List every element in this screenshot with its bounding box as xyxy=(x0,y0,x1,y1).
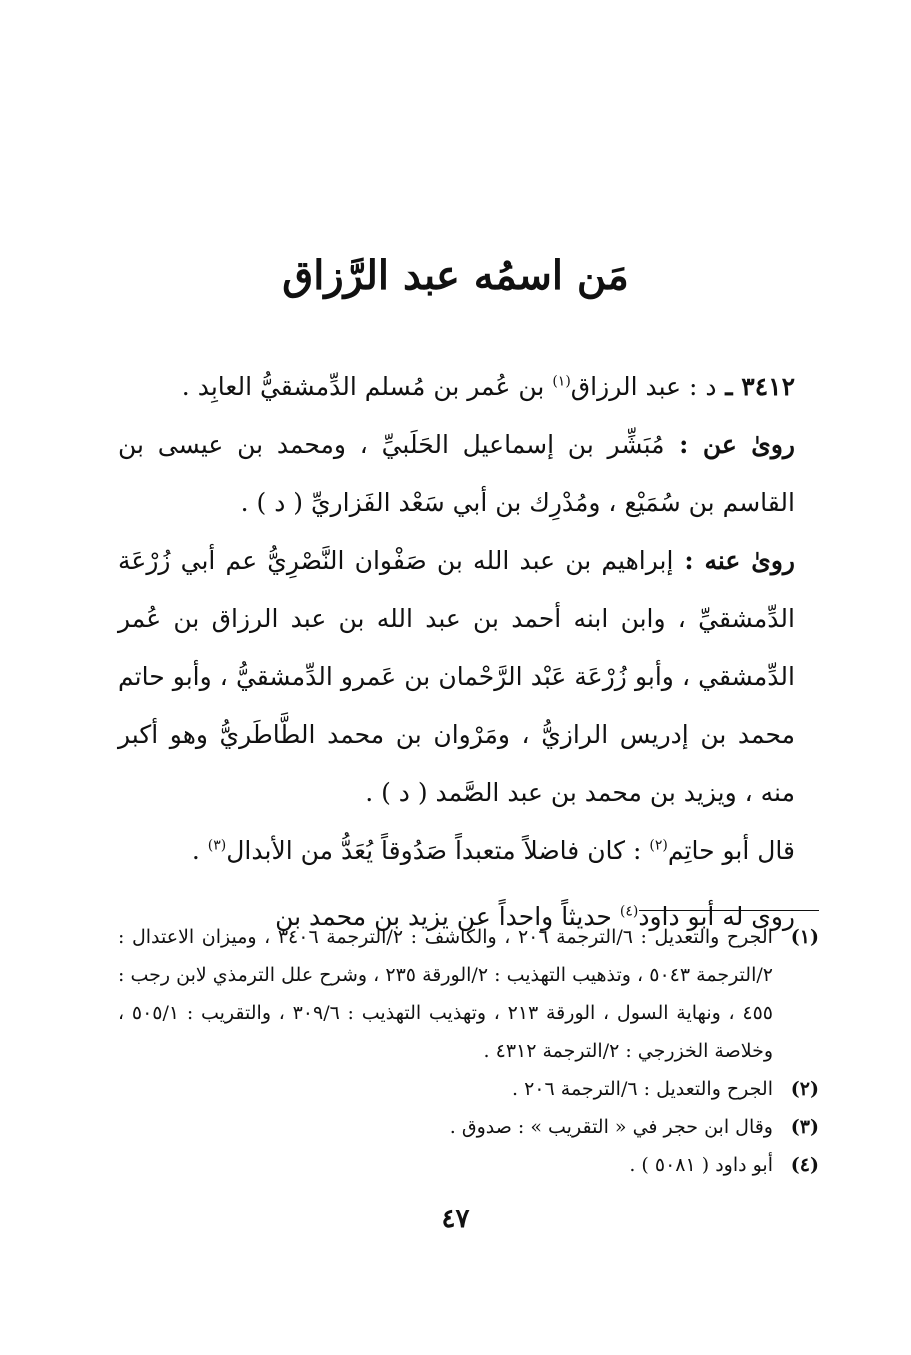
narrated-from-paragraph xyxy=(118,416,795,532)
footnote-ref-2: (٢) xyxy=(649,837,668,854)
entry-heading-line xyxy=(118,358,795,416)
abu-hatim-quote xyxy=(118,822,795,880)
entry-body xyxy=(118,358,795,946)
footnote-ref-3: (٣) xyxy=(207,837,227,854)
quote-part2: : كان فاضلاً متعبداً صَدُوقاً يُعَدُّ من الأبدال xyxy=(226,836,650,865)
entry-dash: ـ xyxy=(716,372,742,401)
narration-part2: حديثاً واحداً عن يزيد بن محمد بن xyxy=(275,902,620,931)
footnote-ref-4: (٤) xyxy=(619,903,639,920)
footnote-ref-1: (١) xyxy=(552,373,571,390)
footnote-text: أبو داود ( ٥٠٨١ ) . xyxy=(629,1154,773,1176)
footnote-number: (١) xyxy=(790,926,819,948)
footnote-number: (٤) xyxy=(790,1154,819,1176)
narrated-by-label: روىٰ عنه : xyxy=(673,546,795,575)
footnote-number: (٢) xyxy=(790,1078,819,1100)
entry-symbol: د xyxy=(705,372,717,401)
narration-part1: روى له أبو داود xyxy=(638,902,795,931)
footnote-2 xyxy=(118,1070,819,1108)
narrated-by-text: إبراهيم بن عبد الله بن صَفْوان النَّصْرِيُّ عم أبي زُرْعَة الدِّمشقيِّ ، وابن ابنه أحمد بن عبد الله بن عبد الرزاق بن عُمر الدِّمشقي ، وأبو زُرْعَة عَبْد الرَّحْمان بن عَمرو الدِّمشقيُّ ، وأبو حاتم محمد بن إدريس الرازيُّ ، ومَرْوان بن محمد الطَّاطَريُّ وهو أكبر منه ، ويزيد بن محمد بن عبد الصَّمد ( د ) . xyxy=(118,546,795,807)
footnote-divider xyxy=(639,910,819,911)
footnote-1 xyxy=(118,918,819,1070)
entry-name-part1: : عبد الرزاق xyxy=(570,372,706,401)
footnote-3 xyxy=(118,1108,819,1146)
footnotes-section xyxy=(118,918,819,1184)
quote-part1: قال أبو حاتِم xyxy=(667,836,795,865)
footnote-text: الجرح والتعديل : ٦/الترجمة ٢٠٦ ، والكاشف : ٢/الترجمة ٣٤٠٦ ، وميزان الاعتدال : ٢/الترجمة ٥٠٤٣ ، وتذهيب التهذيب : ٢/الورقة ٢٣٥ ، وشرح علل الترمذي لابن رجب : ٤٥٥ ، ونهاية السول ، الورقة ٢١٣ ، وتهذيب التهذيب : ٣٠٩/٦ ، والتقريب : ٥٠٥/١ ، وخلاصة الخزرجي : ٢/الترجمة ٤٣١٢ . xyxy=(118,926,773,1062)
footnote-4 xyxy=(118,1146,819,1184)
footnote-number: (٣) xyxy=(790,1116,819,1138)
page-number: ٤٧ xyxy=(441,1204,470,1234)
entry-name-part2: بن عُمر بن مُسلم الدِّمشقيُّ العابِد . xyxy=(181,372,553,401)
narrated-from-label: روىٰ عن : xyxy=(664,430,795,459)
footnote-text: الجرح والتعديل : ٦/الترجمة ٢٠٦ . xyxy=(512,1078,773,1100)
section-title: مَن اسمُه عبد الرَّزاق xyxy=(282,252,629,299)
entry-number: ٣٤١٢ xyxy=(741,372,795,401)
footnote-text: وقال ابن حجر في « التقريب » : صدوق . xyxy=(449,1116,773,1138)
quote-part3: . xyxy=(191,836,208,865)
narrated-from-text: مُبَشِّر بن إسماعيل الحَلَبيِّ ، ومحمد بن عيسى بن القاسم بن سُمَيْع ، ومُدْرِك بن أبي سَعْد الفَزاريِّ ( د ) . xyxy=(118,430,795,517)
narrated-by-paragraph xyxy=(118,532,795,822)
